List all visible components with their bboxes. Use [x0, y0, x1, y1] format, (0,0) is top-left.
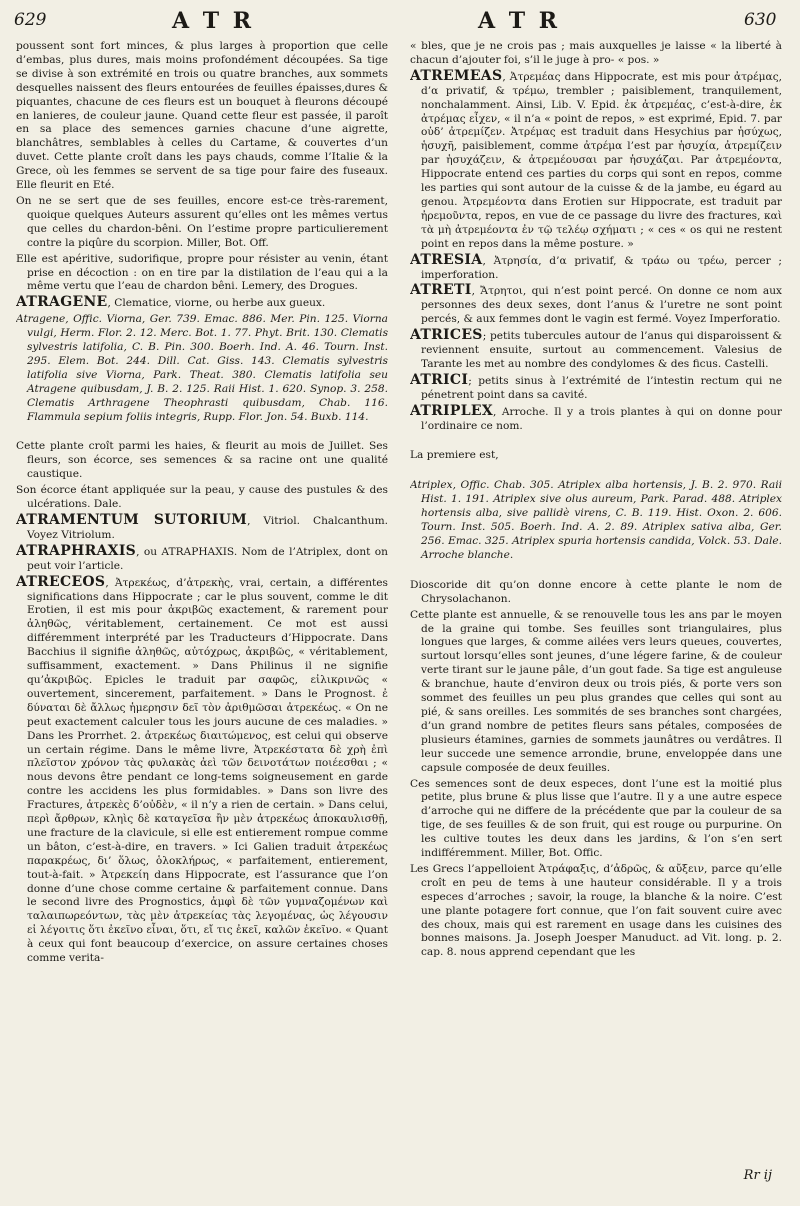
- text-paragraph: [410, 449, 782, 463]
- text-paragraph: [410, 579, 782, 607]
- entry-text: Dioscoride dit qu’on donne encore à cette plante le nom de Chrysolachanon.: [410, 578, 782, 605]
- dictionary-entry: [410, 371, 782, 403]
- entry-headword: ATRETI: [410, 282, 472, 299]
- dictionary-entry: [410, 67, 782, 252]
- entry-text: poussent sont fort minces, & plus larges à proportion que celle d’embas, plus dures, mais moins profondément découpées. Sa tige se divise à son extrémité en trois ou quatre branches, aux sommets desquelles naissent des fleurs entourées de feuilles épaisses,dures & piquantes, chacune de ces fleurs est un bouquet à fleurons découpé en lanieres, de couleur jaune. Quand cette fleur est passée, il paroît en sa place des semences garnies chacune d’une aigrette, blanchâtres, semblables à celles du Cartame, & couvertes d’un duvet. Cette plante croît dans les pays chauds, comme l’Italie & la Grece, où les femmes se servent de sa tige pour faire des fuseaux. Elle fleurit en Eté.: [16, 40, 388, 192]
- entry-text: On ne se sert que de ses feuilles, encore est-ce très-rarement, quoique quelques Auteurs assurent qu’elles ont les mêmes vertus que celles du chardon-bêni. On l’estime propre particulierement contre la piqûre du scorpion. Miller, Bot. Off.: [16, 194, 388, 249]
- right-page-number: 630: [744, 10, 777, 30]
- entry-text: , Arroche. Il y a trois plantes à qui on donne pour l’ordinaire ce nom.: [421, 405, 782, 432]
- entry-text: , ou ATRAPHAXIS. Nom de l’Atriplex, dont on peut voir l’article.: [27, 545, 388, 572]
- entry-text: , Ἀτρεμέας dans Hippocrate, est mis pour ἀτρέμας, d’α privatif, & τρέμω, trembler ; paisiblement, tranquilement, nonchalamment. Ainsi, Lib. V. Epid. ἐκ ἀτρεμέας, c’est-à-dire, ἐκ ἀτρέμας εἶχεν, « il n’a « point de repos, » est exprimé, Epid. 7. par οὐδ’ ἀτρεμίζεν. Ἀτρέμας est traduit dans Hesychius par ἡσύχως, ἡσυχῆ, paisiblement, comme ἀτρέμα l’est par ἡσυχία, ἀτρεμίζειν par ἡσυχάζειν, & ἀτρεμέουσαι par ἡσυχάζαι. Par ἀτρεμέοντα, Hippocrate entend ces parties du corps qui sont en repos, comme les parties qui sont autour de la cuisse & de la jambe, eu égard au genou. Ἀτρεμέοντα dans Erotien sur Hippocrate, est traduit par ἠρεμοῦντα, repos, en vue de ce passage du livre des fractures, καὶ τὰ μὴ ἀτρεμέοντα ἐν τῷ τελέῳ σχήματι ; « ces « os qui ne restent point en repos dans la même posture. »: [421, 70, 782, 250]
- entry-headword: ATRAMENTUM SUTORIUM: [16, 512, 248, 528]
- text-paragraph: [16, 426, 388, 438]
- right-column: [410, 40, 782, 1160]
- dictionary-entry: [410, 402, 782, 434]
- entry-text: ; petits tubercules autour de l’anus qui disparoissent & reviennent ensuite, surtout au commencement. Valesius de Tarante les met au nombre des condylomes & des ficus. Castelli.: [421, 330, 782, 370]
- entry-text: Cette plante croît parmi les haies, & fleurit au mois de Juillet. Ses fleurs, son écorce, ses semences & sa racine ont une qualité caustique.: [16, 440, 388, 481]
- entry-text: Les Grecs l’appelloient Ἀτράφαξις, d’ἀδρῶς, & αὔξειν, parce qu’elle croît en peu de tems à une hauteur considérable. Il y a trois especes d’arroches ; savoir, la rouge, la blanche & la noire. C’est une plante potagere fort connue, que l’on fait souvent cuire avec des choux, mais qui est rarement en usage dans les cuisines des bonnes maisons. Ja. Joseph Joesper Manuduct. ad Vit. long. p. 2. cap. 8. nous apprend cependant que les: [410, 862, 782, 959]
- text-paragraph: [16, 195, 388, 251]
- dictionary-entry: [410, 329, 782, 372]
- entry-headword: ATRICES: [410, 327, 483, 344]
- left-running-title: A T R: [172, 8, 255, 34]
- entry-headword: ATREMEAS: [410, 67, 503, 84]
- entry-text: Atriplex, Offic. Chab. 305. Atriplex alba hortensis, J. B. 2. 970. Raii Hist. 1. 191. Atriplex sive olus aureum, Park. Parad. 488. Atriplex hortensis alba, sive pallidè virens, C. B. 119. Hist. Oxon. 2. 606. Tourn. Inst. 505. Boerh. Ind. A. 2. 89. Atriplex sativa alba, Ger. 256. Emac. 325. Atriplex spuria hortensis candida, Volck. 53. Dale. Arroche blanche.: [410, 479, 782, 561]
- right-running-title: A T R: [478, 8, 561, 34]
- left-page-number: 629: [14, 10, 47, 30]
- dictionary-entry: [16, 514, 388, 543]
- text-paragraph: [16, 440, 388, 482]
- entry-text: , Vitriol. Chalcanthum. Voyez Vitriolum.: [27, 515, 388, 541]
- text-paragraph: [16, 484, 388, 512]
- entry-text: Elle est apéritive, sudorifique, propre pour résister au venin, étant prise en décoction : on en tire par la distilation de l’eau qui a la même vertu que l’eau de chardon bêni. Lemery, des Drogues.: [16, 252, 388, 293]
- entry-headword: ATRIPLEX: [410, 402, 494, 419]
- text-paragraph: [16, 40, 388, 193]
- entry-text: La premiere est,: [410, 449, 499, 462]
- entry-text: Atragene, Offic. Viorna, Ger. 739. Emac. 886. Mer. Pin. 125. Viorna vulgi, Herm. Flor. 2. 12. Merc. Bot. 1. 77. Phyt. Brit. 130. Clematis sylvestris latifolia, C. B. Pin. 300. Boerh. Ind. A. 46. Tourn. Inst. 295. Elem. Bot. 244. Dill. Cat. Giss. 143. Clematis sylvestris latifolia sive Viorna, Park. Theat. 380. Clematis latifolia seu Atragene quibusdam, J. B. 2. 125. Raii Hist. 1. 620. Synop. 3. 258. Clematis Arthragene Theophrasti quibusdam, Chab. 116. Flammula sepium foliis integris, Rupp. Flor. Jon. 54. Buxb. 114.: [16, 313, 388, 423]
- text-paragraph: [410, 565, 782, 577]
- text-paragraph: [410, 40, 782, 68]
- text-paragraph: [410, 435, 782, 447]
- text-paragraph: [410, 778, 782, 861]
- entry-text: « bles, que je ne crois pas ; mais auxquelles je laisse « la liberté à chacun d’ajouter foi, s’il le juge à pro- « pos. »: [410, 40, 782, 66]
- dictionary-entry: [410, 251, 782, 283]
- text-paragraph: [410, 479, 782, 562]
- entry-headword: ATRICI: [410, 371, 469, 388]
- dictionary-entry: [16, 542, 388, 574]
- text-paragraph: [410, 609, 782, 776]
- dictionary-entry: [16, 296, 388, 311]
- dictionary-entry: [16, 573, 388, 966]
- signature-mark: Rr ij: [743, 1168, 772, 1183]
- text-paragraph: [16, 253, 388, 295]
- entry-text: Ces semences sont de deux especes, dont l’une est la moitié plus petite, plus brune & plus lisse que l’autre. Il y a une autre espece d’arroche qui ne differe de la précédente que par la couleur de sa tige, de ses feuilles & de son fruit, qui est rouge ou purpurine. On les cultive toutes les deux dans les jardins, & l’on s’en sert indifféremment. Miller, Bot. Offic.: [410, 777, 782, 860]
- entry-headword: ATRESIA: [410, 251, 483, 268]
- entry-text: , Clematice, viorne, ou herbe aux gueux.: [107, 297, 326, 310]
- dictionary-entry: [410, 284, 782, 327]
- text-paragraph: [16, 313, 388, 424]
- entry-text: , Ἀτρησία, d’α privatif, & τράω ou τρέω, percer ; imperforation.: [421, 254, 782, 281]
- entry-headword: ATRAPHRAXIS: [16, 542, 137, 559]
- text-paragraph: [410, 465, 782, 477]
- text-paragraph: [410, 863, 782, 960]
- entry-text: , Ἄτρητοι, qui n’est point percé. On donne ce nom aux personnes des deux sexes, dont l’anus & l’uretre ne sont point percés, & aux femmes dont le vagin est fermé. Voyez Imperforatio.: [421, 285, 782, 326]
- entry-text: , Ἀτρεκέως, d’ἀτρεκὴς, vrai, certain, a différentes significations dans Hippocrate ; car le plus souvent, comme le dit Erotien, il est mis pour ἀκριβῶς exactement, & rarement pour ἀληθῶς, véritablement, certainement. Ce mot est aussi différemment interprété par les Traducteurs d’Hippocrate. Dans Bacchius il signifie ἀληθῶς, αὐτόχρως, ἀκριβῶς, « véritablement, suffisamment, exactement. » Dans Philinus il ne signifie qu’ἀκριβῶς. Epicles le traduit par σαφῶς, εἰλικρινῶς « ouvertement, sincerement, parfaitement. » Dans le Prognost. ἐ δύναται δὲ ἄλλως ἡμερησιν δεῖ τὸν ἀριθμῶσαι ἀτρεκέως. « On ne peut exactement calculer tous les jours aucune de ces maladies. » Dans les Prorrhet. 2. ἀτρεκέως διαιτώμενος, est celui qui observe un certain régime. Dans le même livre, Ἀτρεκέστατα δὲ χρὴ ἐπὶ πλεῖστον χρόνον τὰς φυλακὰς ἀεὶ τῶν δεινοτάτων ποιέεσθαι ; « nous devons être pendant ce long-tems soigneusement en garde contre les accidens les plus formidables. » Dans son livre des Fractures, ἀτρεκὲς δ’οὐδὲν, « il n’y a rien de certain. » Dans celui, περὶ ἄρθρων, κληὶς δὲ καταγεῖσα ἢν μὲν ἀτρεκέως ἀποκαυλισθῇ, une fracture de la clavicule, si elle est entierement rompue comme un bâton, c’est-à-dire, en travers. » Ici Galien traduit ἀτρεκέως παρακρέως, δι’ ὅλως, ὁλοκλήρως, « parfaitement, entierement, tout-à-fait. » Ἀτρεκείη dans Hippocrate, est l’assurance que l’on donne d’une chose comme certaine & parfaitement connue. Dans le second livre des Prognostics, ἀμφὶ δὲ τῶν γυμναζομένων καὶ ταλαιπωρεόντων, τὰς μὲν ἀτρεκείας τὰς λεγομένας, ὡς λέγουσιν εἰ λέγοιτις ὅτι ἐκεῖνο εἶναι, ὅτι, εἴ τις ἐκεῖ, καλῶν ἐκεῖνο. « Quant à ceux qui font beaucoup d’exercice, on assure certaines choses comme verita-: [27, 576, 388, 965]
- page-header: [0, 0, 800, 40]
- left-column: [16, 40, 388, 1160]
- entry-text: Son écorce étant appliquée sur la peau, y cause des pustules & des ulcérations. Dale.: [16, 484, 388, 511]
- entry-text: ; petits sinus à l’extrémité de l’intestin rectum qui ne pénetrent point dans sa cavité.: [421, 374, 782, 401]
- entry-headword: ATRECEOS: [16, 573, 106, 590]
- entry-text: Cette plante est annuelle, & se renouvelle tous les ans par le moyen de la graine qui tombe. Ses feuilles sont triangulaires, plus longues que larges, & comme ailées vers leurs queues, couvertes, surtout lorsqu’elles sont jeunes, d’une légere farine, & de couleur verte tirant sur le jaune pâle, d’un gout fade. Sa tige est anguleuse & branchue, haute d’environ deux ou trois piés, & porte vers son sommet des feuilles un peu plus grandes que celles qui sont au pié, & sans oreilles. Les sommités de ses branches sont chargées, d’un grand nombre de petites fleurs sans pétales, composées de plusieurs étamines, garnies de sommets jaunâtres ou verdâtres. Il leur succede une semence arrondie, brune, enveloppée dans une capsule composée de deux feuilles.: [410, 608, 782, 774]
- entry-headword: ATRAGENE: [16, 294, 108, 311]
